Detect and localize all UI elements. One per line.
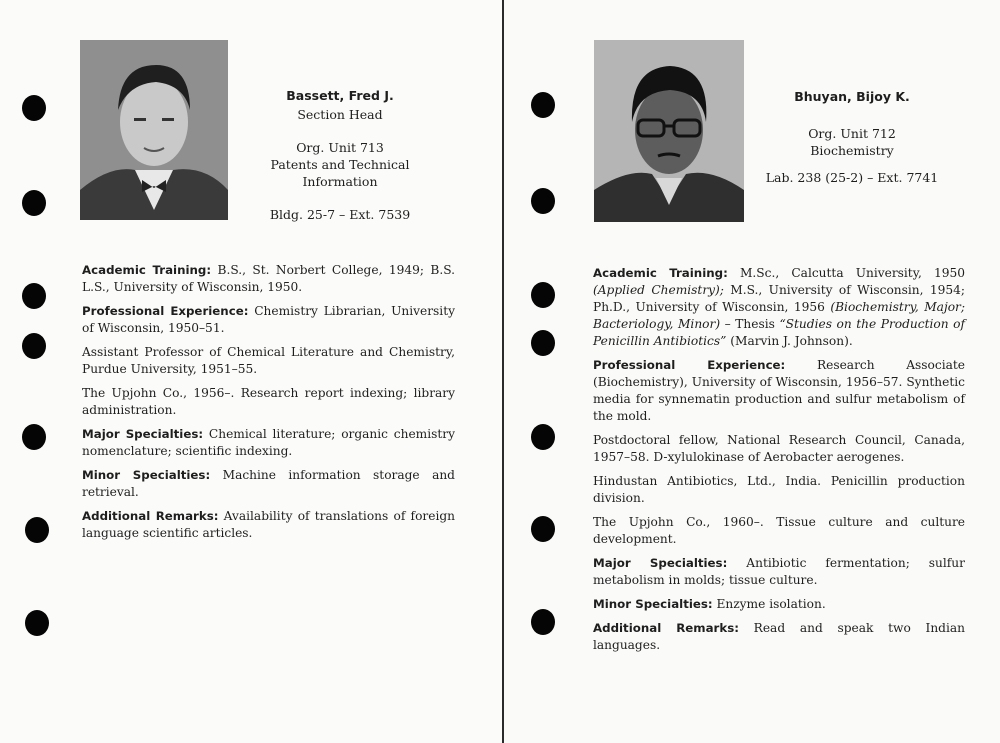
punch-hole (22, 190, 46, 216)
profile-body (82, 262, 455, 549)
department-line: Patents and Technical (270, 157, 410, 172)
org-unit: Org. Unit 713 (296, 140, 384, 155)
employee-header (250, 87, 430, 223)
location-extension: Bldg. 25-7 – Ext. 7539 (269, 207, 411, 222)
punch-hole (22, 283, 46, 309)
minor-specialties: Minor Specialties: Enzyme isolation. (593, 597, 826, 611)
employee-name: Bhuyan, Bijoy K. (794, 89, 910, 104)
employee-header (762, 88, 942, 186)
punch-hole (531, 424, 555, 450)
experience-entry: The Upjohn Co., 1960–. Tissue culture and culture development. (593, 515, 965, 546)
department-line: Biochemistry (810, 143, 894, 158)
academic-training: Academic Training: M.Sc., Calcutta University, 1950 (Applied Chemistry); M.S., University of Wisconsin, 1954; Ph.D., University of Wisconsin, 1956 (Biochemistry, Major; Bacteriology, Minor) – Thesis “Studies on the Production of Penicillin Antibiotics” (Marvin J. Johnson). (593, 266, 965, 348)
academic-training: Academic Training: B.S., St. Norbert College, 1949; B.S. L.S., University of Wisconsin, 1950. (82, 263, 455, 294)
punch-hole (531, 330, 555, 356)
right-page (504, 0, 1000, 743)
minor-specialties: Minor Specialties: Machine information storage and retrieval. (82, 468, 455, 499)
org-unit: Org. Unit 712 (808, 126, 896, 141)
punch-hole (531, 188, 555, 214)
punch-hole (22, 95, 46, 121)
experience-entry: Hindustan Antibiotics, Ltd., India. Penicillin production division. (593, 474, 965, 505)
punch-hole (531, 92, 555, 118)
profile-body (593, 265, 965, 661)
major-specialties: Major Specialties: Chemical literature; organic chemistry nomenclature; scientific indexing. (82, 427, 455, 458)
employee-name: Bassett, Fred J. (286, 88, 394, 103)
punch-hole (25, 610, 49, 636)
punch-hole (22, 333, 46, 359)
additional-remarks: Additional Remarks: Read and speak two Indian languages. (593, 621, 965, 652)
punch-hole (531, 282, 555, 308)
portrait-photo (594, 40, 744, 222)
professional-experience: Professional Experience: Research Associate (Biochemistry), University of Wisconsin, 1956–57. Synthetic media for synnematin production and sulfur metabolism of the mold. (593, 358, 965, 423)
department-line: Information (302, 174, 378, 189)
experience-entry: Postdoctoral fellow, National Research Council, Canada, 1957–58. D-xylulokinase of Aerobacter aerogenes. (593, 433, 965, 464)
punch-hole (531, 516, 555, 542)
location-extension: Lab. 238 (25-2) – Ext. 7741 (765, 170, 939, 185)
portrait-photo (80, 40, 228, 220)
job-title: Section Head (297, 107, 383, 122)
experience-entry: Assistant Professor of Chemical Literature and Chemistry, Purdue University, 1951–55. (82, 345, 455, 376)
punch-hole (531, 609, 555, 635)
punch-hole (25, 517, 49, 543)
professional-experience: Professional Experience: Chemistry Librarian, University of Wisconsin, 1950–51. (82, 304, 455, 335)
experience-entry: The Upjohn Co., 1956–. Research report indexing; library administration. (82, 386, 455, 417)
punch-hole (22, 424, 46, 450)
major-specialties: Major Specialties: Antibiotic fermentation; sulfur metabolism in molds; tissue culture. (593, 556, 965, 587)
additional-remarks: Additional Remarks: Availability of translations of foreign language scientific articles. (82, 509, 455, 540)
